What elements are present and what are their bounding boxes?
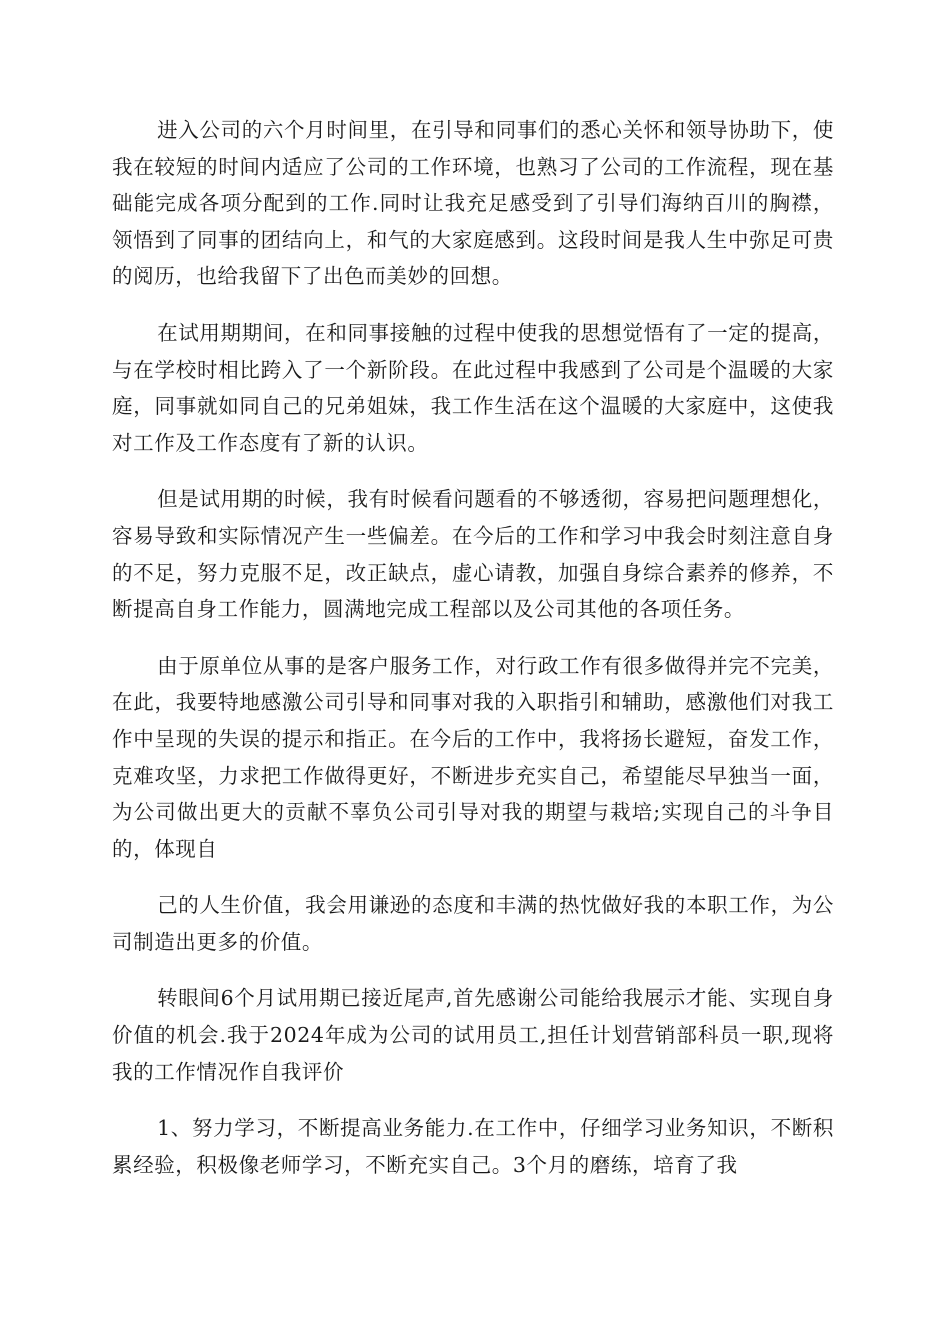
document-body — [112, 112, 834, 1203]
paragraph-4: 由于原单位从事的是客户服务工作，对行政工作有很多做得并完不完美，在此，我要特地感激公司引导和同事对我的入职指引和辅助，感激他们对我工作中呈现的失误的提示和指正。在今后的工作中，我将扬长避短，奋发工作，克难攻坚，力求把工作做得更好，不断进步充实自己，希望能尽早独当一面，为公司做出更大的贡献不辜负公司引导对我的期望与栽培;实现自己的斗争目的，体现自 — [112, 653, 834, 861]
paragraph-1: 进入公司的六个月时间里，在引导和同事们的悉心关怀和领导协助下，使我在较短的时间内适应了公司的工作环境，也熟习了公司的工作流程，现在基础能完成各项分配到的工作.同时让我充足感受到了引导们海纳百川的胸襟，领悟到了同事的团结向上，和气的大家庭感到。这段时间是我人生中弥足可贵的阅历，也给我留下了出色而美妙的回想。 — [112, 118, 834, 289]
paragraph-5: 己的人生价值，我会用谦逊的态度和丰满的热忱做好我的本职工作，为公司制造出更多的价值。 — [112, 893, 834, 954]
paragraph-2: 在试用期期间，在和同事接触的过程中使我的思想觉悟有了一定的提高，与在学校时相比跨入了一个新阶段。在此过程中我感到了公司是个温暖的大家庭，同事就如同自己的兄弟姐妹，我工作生活在这个温暖的大家庭中，这使我对工作及工作态度有了新的认识。 — [112, 320, 834, 455]
paragraph-7: 1、努力学习，不断提高业务能力.在工作中，仔细学习业务知识，不断积累经验，积极像老师学习，不断充实自己。3个月的磨练，培育了我 — [112, 1116, 834, 1177]
paragraph-3: 但是试用期的时候，我有时候看问题看的不够透彻，容易把问题理想化，容易导致和实际情况产生一些偏差。在今后的工作和学习中我会时刻注意自身的不足，努力克服不足，改正缺点，虚心请教，加强自身综合素养的修养，不断提高自身工作能力，圆满地完成工程部以及公司其他的各项任务。 — [112, 487, 834, 622]
paragraph-6: 转眼间6个月试用期已接近尾声,首先感谢公司能给我展示才能、实现自身价值的机会.我于2024年成为公司的试用员工,担任计划营销部科员一职,现将我的工作情况作自我评价 — [112, 986, 834, 1084]
